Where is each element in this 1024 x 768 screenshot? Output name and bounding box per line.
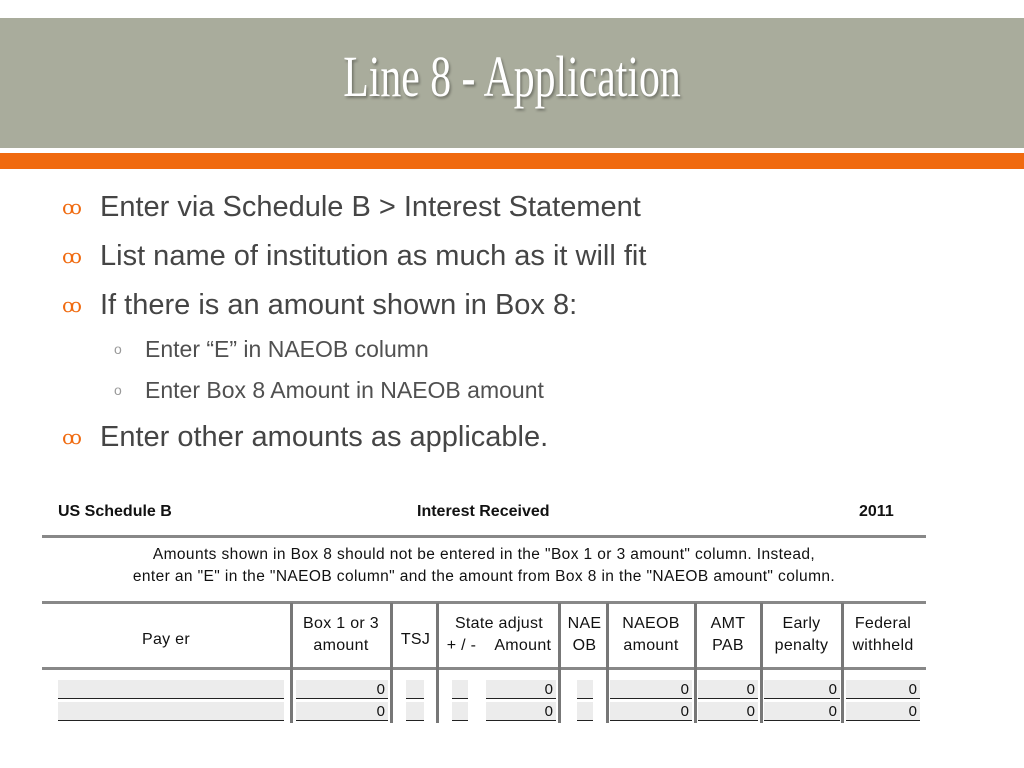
column-divider	[436, 603, 439, 723]
form-notice-line: Amounts shown in Box 8 should not be entered in the "Box 1 or 3 amount" column. Instead,	[152, 546, 816, 563]
bullet-text: Enter other amounts as applicable.	[100, 420, 549, 453]
curly-swash-icon: ꝏ	[62, 195, 82, 219]
state-amount-input[interactable]: 0	[486, 680, 556, 699]
early-penalty-input[interactable]: 0	[764, 702, 840, 721]
bullet-item	[62, 287, 577, 323]
curly-swash-icon: ꝏ	[62, 244, 82, 268]
hollow-circle-icon: o	[114, 382, 122, 398]
divider	[42, 601, 926, 604]
col-header-naeob-amount: NAEOB amount	[622, 615, 680, 654]
amt-pab-input[interactable]: 0	[698, 680, 758, 699]
sub-bullet-item	[114, 376, 544, 404]
curly-swash-icon: ꝏ	[62, 425, 82, 449]
col-header-box13: Box 1 or 3 amount	[303, 615, 379, 654]
col-header-early-penalty: Early penalty	[774, 615, 829, 654]
tsj-input[interactable]	[406, 680, 424, 699]
divider	[42, 535, 926, 538]
box13-amount-input[interactable]: 0	[296, 680, 388, 699]
state-amount-input[interactable]: 0	[486, 702, 556, 721]
form-year: 2011	[859, 503, 894, 520]
col-header-amt-pab: AMT PAB	[710, 615, 746, 654]
sub-bullet-text: Enter “E” in NAEOB column	[145, 335, 429, 362]
naeob-amount-input[interactable]: 0	[610, 702, 692, 721]
col-header-federal-withheld: Federal withheld	[852, 615, 914, 654]
column-divider	[290, 603, 293, 723]
col-header-payer: Pay er	[141, 631, 191, 648]
bullet-text: Enter via Schedule B > Interest Statement	[100, 190, 641, 223]
column-divider	[558, 603, 561, 723]
slide-title: Line 8 - Application	[343, 44, 681, 109]
naeob-code-input[interactable]	[577, 680, 593, 699]
sub-bullet-item	[114, 335, 429, 363]
state-sign-input[interactable]	[452, 680, 468, 699]
sub-bullet-text: Enter Box 8 Amount in NAEOB amount	[145, 376, 544, 403]
naeob-amount-input[interactable]: 0	[610, 680, 692, 699]
accent-bar	[0, 153, 1024, 169]
bullet-item	[62, 238, 646, 274]
form-title: US Schedule B	[58, 503, 172, 520]
early-penalty-input[interactable]: 0	[764, 680, 840, 699]
bullet-text: List name of institution as much as it will fit	[100, 239, 647, 272]
divider	[42, 667, 926, 670]
form-section-title: Interest Received	[417, 503, 550, 520]
bullet-item	[62, 189, 641, 225]
form-notice-line: enter an "E" in the "NAEOB column" and the amount from Box 8 in the "NAEOB amount" column.	[132, 568, 836, 585]
column-divider	[694, 603, 697, 723]
column-divider	[390, 603, 393, 723]
col-header-tsj: TSJ	[400, 631, 431, 648]
column-divider	[760, 603, 763, 723]
curly-swash-icon: ꝏ	[62, 293, 82, 317]
box13-amount-input[interactable]: 0	[296, 702, 388, 721]
payer-input[interactable]	[58, 702, 284, 721]
tsj-input[interactable]	[406, 702, 424, 721]
federal-withheld-input[interactable]: 0	[846, 702, 920, 721]
amt-pab-input[interactable]: 0	[698, 702, 758, 721]
federal-withheld-input[interactable]: 0	[846, 680, 920, 699]
schedule-b-form	[42, 495, 926, 730]
hollow-circle-icon: o	[114, 341, 122, 357]
column-divider	[841, 603, 844, 723]
col-header-state-adjust: State adjust + / - Amount	[446, 615, 552, 654]
col-header-naeob: NAE OB	[567, 615, 602, 654]
state-sign-input[interactable]	[452, 702, 468, 721]
naeob-code-input[interactable]	[577, 702, 593, 721]
payer-input[interactable]	[58, 680, 284, 699]
column-divider	[606, 603, 609, 723]
bullet-text: If there is an amount shown in Box 8:	[100, 288, 578, 321]
bullet-item	[62, 419, 548, 455]
